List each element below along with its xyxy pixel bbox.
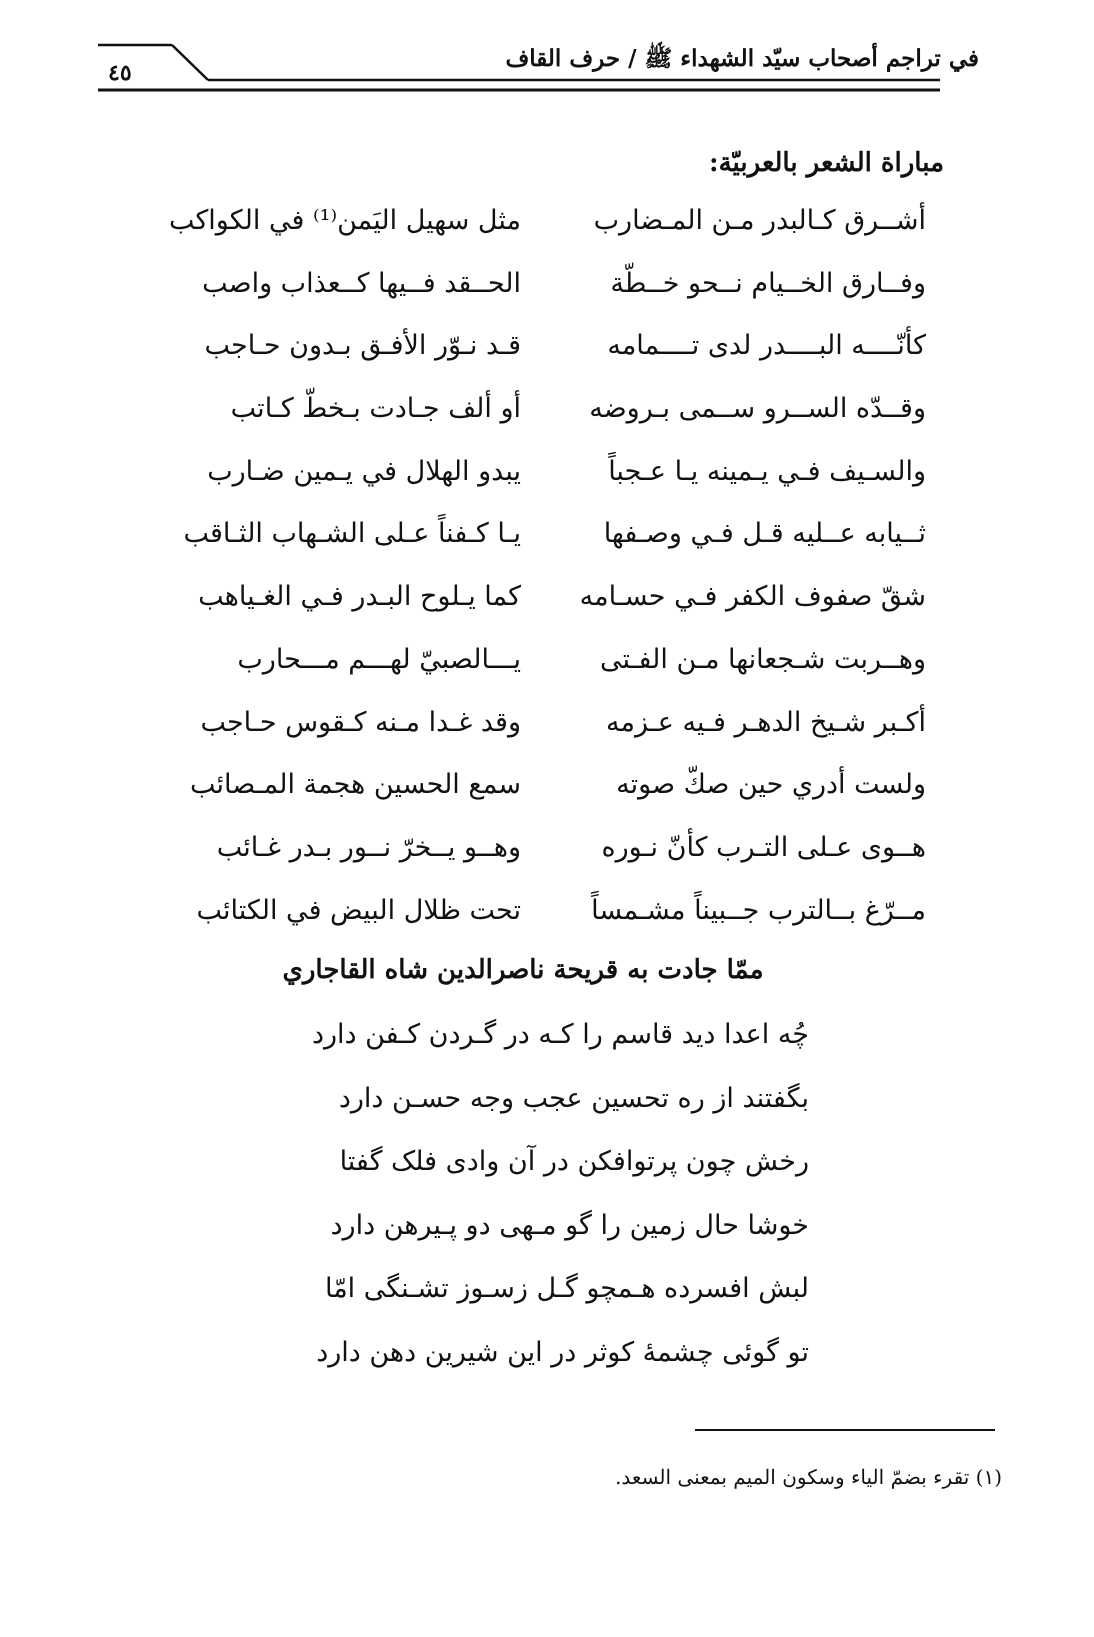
second-hemistich: يبدو الهلال في يـمين ضـارب — [207, 455, 521, 487]
persian-verse-line: خوشا حال زمین را گو مـهی دو پـیرهن دارد — [330, 1209, 809, 1241]
persian-poem — [249, 1010, 809, 1391]
persian-heading-text: ممّا جادت به قريحة ناصرالدين شاه القاجاري — [282, 955, 764, 985]
poem-couplet — [0, 446, 1094, 509]
first-hemistich: مــرّغ بــالترب جــبيناً مشـمساً — [591, 894, 926, 926]
persian-verse-line: رخش چون پرتوافکن در آن وادی فلک گفتا — [339, 1146, 809, 1177]
second-hemistich: كما يـلوح البـدر فـي الغـياهب — [198, 581, 521, 613]
poem-couplet — [0, 697, 1094, 760]
first-hemistich: كأنّــــه البــــدر لدى تــــمامه — [607, 330, 926, 362]
second-hemistich: يـا كـفناً عـلى الشـهاب الثـاقب — [183, 518, 521, 550]
persian-verse-line: چُه اعدا دید قاسم را کـه در گـردن کـفن دارد — [311, 1019, 809, 1050]
page-number: ٤٥ — [108, 60, 132, 86]
second-hemistich: وقد غـدا مـنه كـقوس حـاجب — [200, 706, 521, 738]
second-hemistich: أو ألف جـادت بـخطّ كـاتب — [230, 393, 521, 425]
second-hemistich: وهــو يــخرّ نــور بـدر غـائب — [216, 831, 521, 863]
footnote-separator — [695, 1429, 995, 1431]
poem-couplet — [0, 508, 1094, 571]
persian-section-heading — [0, 955, 1094, 985]
first-hemistich: وفــارق الخــيام نــحو خــطّة — [610, 267, 926, 299]
persian-verse-line: بگفتند از ره تحسین عجب وجه حسـن دارد — [338, 1082, 809, 1114]
second-hemistich: قـد نـوّر الأفـق بـدون حـاجب — [204, 330, 521, 362]
persian-verse-line: تو گوئی چشمهٔ کوثر در این شیرین دهن دارد — [316, 1336, 809, 1368]
running-header-title: في تراجم أصحاب سيّد الشهداء ﷺ / حرف القاف — [505, 45, 979, 72]
second-hemistich: يـــالصبيّ لهـــم مـــحارب — [237, 643, 521, 675]
persian-verse-line: لبش افسرده هـمچو گـل زسـوز تشـنگی امّا — [324, 1273, 809, 1304]
first-hemistich: هــوى عـلى التـرب كأنّ نـوره — [601, 831, 926, 863]
first-hemistich: شقّ صفوف الكفر فـي حسـامه — [579, 581, 926, 613]
first-hemistich: أكـبر شـيخ الدهـر فـيه عـزمه — [606, 706, 926, 738]
poem-couplet — [0, 822, 1094, 885]
poem-couplet — [0, 383, 1094, 446]
section-heading: مباراة الشعر بالعربيّة: — [708, 148, 944, 178]
first-hemistich: ثــيابه عــليه قـل فـي وصـفها — [603, 518, 926, 550]
second-hemistich: مثل سهيل اليَمن⁽¹⁾ في الكواكب — [168, 205, 521, 236]
second-hemistich: سمع الحسين هجمة المـصائب — [190, 769, 521, 801]
arabic-poem — [0, 195, 1094, 947]
first-hemistich: والسـيف فـي يـمينه يـا عـجباً — [608, 455, 926, 487]
poem-couplet — [0, 885, 1094, 948]
first-hemistich: أشــرق كـالبدر مـن المـضارب — [593, 205, 926, 236]
first-hemistich: وقــدّه الســرو ســمى بـروضه — [589, 393, 926, 425]
second-hemistich: الحــقد فــيها كــعذاب واصب — [202, 267, 521, 299]
poem-couplet — [0, 195, 1094, 258]
poem-couplet — [0, 571, 1094, 634]
footnote: (١) تقرء بضمّ الياء وسكون الميم بمعنى السعد. — [615, 1465, 1002, 1489]
poem-couplet — [0, 320, 1094, 383]
poem-couplet — [0, 258, 1094, 321]
second-hemistich: تحت ظلال البيض في الكتائب — [196, 894, 521, 926]
first-hemistich: ولست أدري حين صكّ صوته — [616, 769, 926, 801]
first-hemistich: وهــربت شـجعانها مـن الفـتى — [599, 643, 926, 675]
poem-couplet — [0, 634, 1094, 697]
poem-couplet — [0, 759, 1094, 822]
